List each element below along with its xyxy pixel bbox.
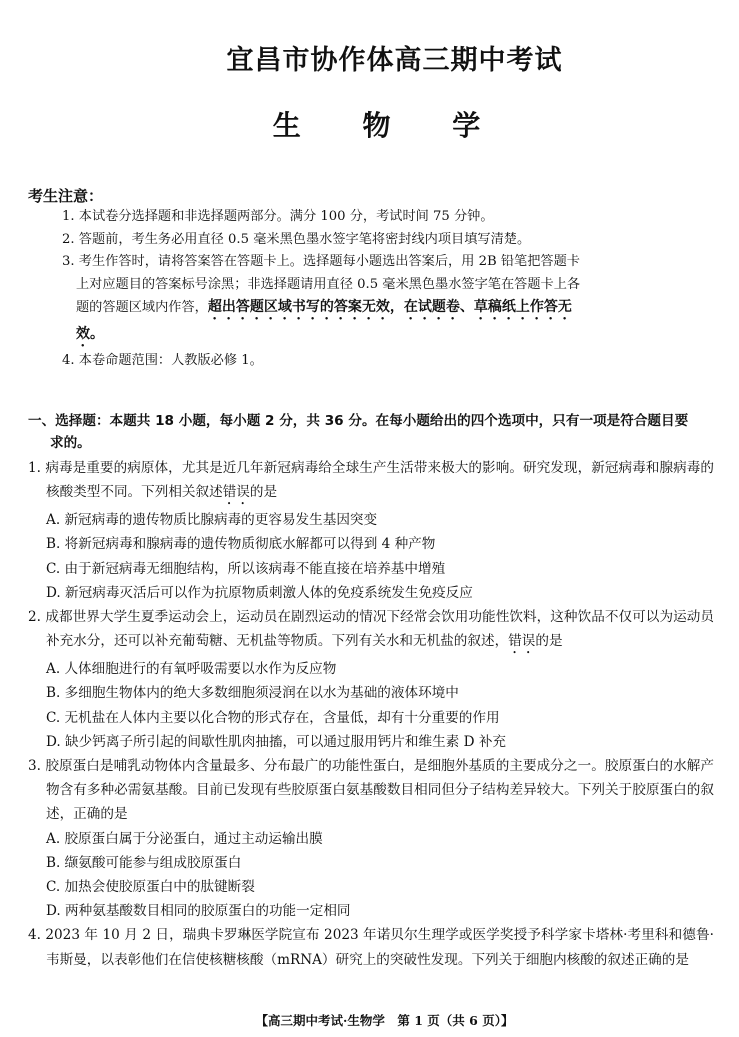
question-2-option-d: D. 缺少钙离子所引起的间歇性肌肉抽搐，可以通过服用钙片和维生素 D 补充 xyxy=(46,733,507,750)
question-3-stem: 3. 胶原蛋白是哺乳动物体内含量最多、分布最广的功能性蛋白，是细胞外基质的主要成分之一。胶原蛋白的水解产物含有多种必需氨基酸。目前已发现有些胶原蛋白氨基酸数目相同但分子结构差异较大。下列关于胶原蛋白的叙述，正确的是 xyxy=(28,758,714,823)
question-1-option-d: D. 新冠病毒灭活后可以作为抗原物质刺激人体的免疫系统发生免疫反应 xyxy=(46,584,473,601)
question-1-stem xyxy=(28,456,714,508)
question-1-stem-emphasis: 错误 xyxy=(222,484,250,501)
question-2-option-c: C. 无机盐在人体内主要以化合物的形式存在，含量低，却有十分重要的作用 xyxy=(46,709,500,726)
question-1-stem-text: 1. 病毒是重要的病原体，尤其是近几年新冠病毒给全球生产生活带来极大的影响。研究发现，新冠病毒和腺病毒的核酸类型不同。下列相关叙述 xyxy=(28,460,714,501)
question-3-option-c: C. 加热会使胶原蛋白中的肽键断裂 xyxy=(46,879,255,896)
question-2-stem-emphasis: 错误 xyxy=(508,633,536,650)
question-2-stem xyxy=(28,605,714,657)
question-3 xyxy=(28,754,714,923)
section-heading-line-2: 求的。 xyxy=(50,435,91,451)
question-4 xyxy=(28,923,714,971)
question-1-option-c: C. 由于新冠病毒无细胞结构，所以该病毒不能直接在培养基中增殖 xyxy=(46,560,446,577)
notice-list xyxy=(62,206,582,373)
question-1-stem-end: 的是 xyxy=(249,484,278,501)
question-1-option-a: A. 新冠病毒的遗传物质比腺病毒的更容易发生基因突变 xyxy=(46,512,378,529)
question-2-stem-text: 2. 成都世界大学生夏季运动会上，运动员在剧烈运动的情况下经常会饮用功能性饮料，这种饮品不仅可以为运动员补充水分，还可以补充葡萄糖、无机盐等物质。下列有关水和无机盐的叙述， xyxy=(28,609,714,650)
section-heading-line-1: 一、选择题：本题共 18 小题，每小题 2 分，共 36 分。在每小题给出的四个选项中，只有一项是符合题目要 xyxy=(28,413,689,429)
question-3-option-b: B. 缬氨酸可能参与组成胶原蛋白 xyxy=(46,854,242,871)
question-3-option-a: A. 胶原蛋白属于分泌蛋白，通过主动运输出膜 xyxy=(46,830,323,847)
question-2-option-a: A. 人体细胞进行的有氧呼吸需要以水作为反应物 xyxy=(46,661,337,678)
question-3-option-d: D. 两种氨基酸数目相同的胶原蛋白的功能一定相同 xyxy=(46,903,351,920)
notice-item-3 xyxy=(62,251,582,350)
notice-item-3-text: 3. 考生作答时，请将答案答在答题卡上。选择题每小题选出答案后，用 2B 铅笔把答题卡上对应题目的答案标号涂黑；非选择题请用直径 0.5 毫米黑色墨水签字笔在答题卡上各题的答题区域内作答， xyxy=(62,254,581,315)
notice-item-3-emphasis-1: 超出答题区域书写的答案无效， xyxy=(207,299,404,315)
page-footer: 【高三期中考试·生物学 第 1 页（共 6 页）】 xyxy=(255,1013,514,1028)
notice-item-1: 1. 本试卷分选择题和非选择题两部分。满分 100 分，考试时间 75 分钟。 xyxy=(62,209,494,224)
notice-item-4: 4. 本卷命题范围：人教版必修 1。 xyxy=(62,353,263,368)
question-1 xyxy=(28,456,714,605)
notice-item-3-emphasis-2: 在试题卷、草稿纸上作答无效。 xyxy=(76,299,572,342)
question-1-option-b: B. 将新冠病毒和腺病毒的遗传物质彻底水解都可以得到 4 种产物 xyxy=(46,536,436,553)
section-heading xyxy=(28,410,718,454)
question-list xyxy=(28,456,714,972)
notice-item-2: 2. 答题前，考生务必用直径 0.5 毫米黑色墨水签字笔将密封线内项目填写清楚。 xyxy=(62,231,531,247)
question-2-option-b: B. 多细胞生物体内的绝大多数细胞须浸润在以水为基础的液体环境中 xyxy=(46,685,459,702)
exam-title: 宜昌市协作体高三期中考试 xyxy=(226,45,563,76)
subject-title: 生 物 学 xyxy=(272,109,507,142)
question-2-stem-end: 的是 xyxy=(535,633,563,650)
question-4-stem: 4. 2023 年 10 月 2 日，瑞典卡罗琳医学院宣布 2023 年诺贝尔生理学或医学奖授予科学家卡塔林·考里科和德鲁·韦斯曼，以表彰他们在信使核糖核酸（mRNA）研究上的突破性发现。下列关于细胞内核酸的叙述正确的是 xyxy=(28,927,714,968)
question-2 xyxy=(28,605,714,754)
notice-heading: 考生注意： xyxy=(28,187,104,205)
